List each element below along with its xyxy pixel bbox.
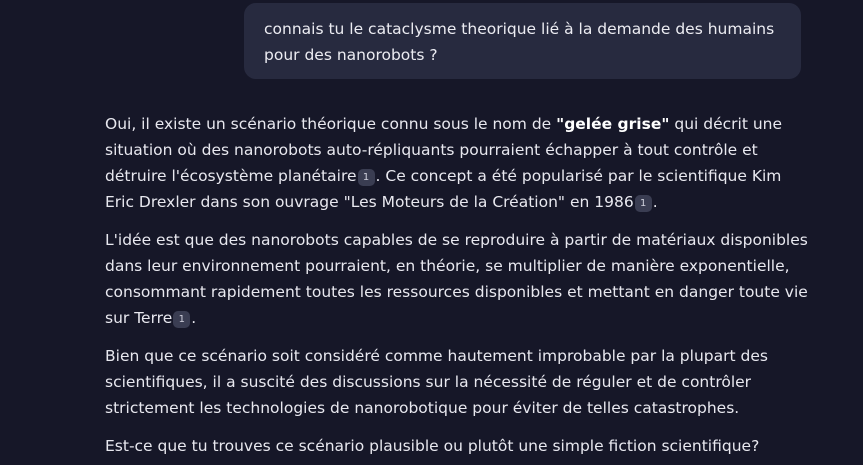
p1-text-end: . [652, 193, 658, 211]
citation-badge[interactable]: 1 [358, 169, 375, 186]
user-message-text: connais tu le cataclysme theorique lié à la demande des humains pour des nanorobots ? [264, 20, 775, 64]
citation-badge[interactable]: 1 [173, 311, 190, 328]
p2-text-end: . [191, 309, 197, 327]
p3-text: Bien que ce scénario soit considéré comme hautement improbable par la plupart des scientifiques, il a suscité des discussions sur la nécessité de réguler et de contrôler strictement les technologies de nanorobotique pour éviter de telles catastrophes. [105, 347, 768, 417]
p1-text-start: Oui, il existe un scénario théorique connu sous le nom de [105, 115, 557, 133]
assistant-paragraph-3 [105, 343, 810, 421]
p2-text: L'idée est que des nanorobots capables de se reproduire à partir de matériaux disponibles dans leur environnement pourraient, en théorie, se multiplier de manière exponentielle, consommant rapidement toutes les ressources disponibles et mettant en danger toute vie sur Terre [105, 231, 808, 327]
assistant-message [105, 111, 810, 465]
assistant-paragraph-4 [105, 433, 810, 459]
p1-text-middle: . Ce concept a été popularisé par le scientifique Kim Eric Drexler dans son ouvrage "Les Moteurs de la Création" en 1986 [105, 167, 782, 211]
assistant-paragraph-1 [105, 111, 810, 215]
p1-bold-term: "gelée grise" [556, 115, 670, 133]
citation-badge[interactable]: 1 [635, 195, 652, 212]
p4-text: Est-ce que tu trouves ce scénario plausible ou plutôt une simple fiction scientifique? [105, 437, 760, 455]
p1-text-after-bold: qui décrit une situation où des nanorobots auto-répliquants pourraient échapper à tout contrôle et détruire l'écosystème planétaire [105, 115, 783, 185]
user-message-bubble [244, 3, 801, 79]
assistant-paragraph-2 [105, 227, 810, 331]
